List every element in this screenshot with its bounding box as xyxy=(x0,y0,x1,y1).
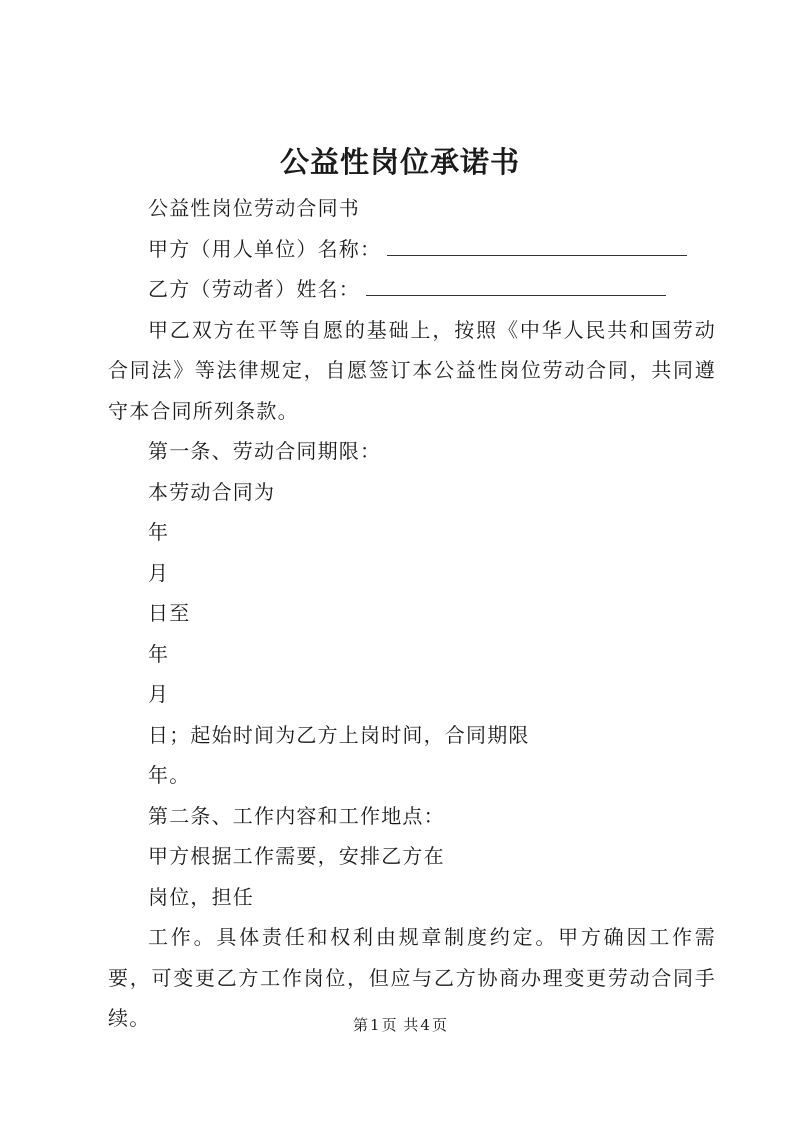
paragraph-term-month-end: 月 xyxy=(148,682,170,706)
paragraph-contract-heading: 公益性岗位劳动合同书 xyxy=(148,196,360,220)
paragraph-work-assignment: 甲方根据工作需要，安排乙方在 xyxy=(148,844,445,868)
paragraph-term-month-start: 月 xyxy=(148,560,170,585)
document-title: 公益性岗位承诺书 xyxy=(279,145,520,179)
paragraph-article-2-heading: 第二条、工作内容和工作地点： xyxy=(148,803,445,828)
page-footer xyxy=(0,1014,800,1036)
paragraph-term-day-end: 日；起始时间为乙方上岗时间，合同期限 xyxy=(148,722,530,747)
paragraph-party-a: 甲方（用人单位）名称： xyxy=(108,229,716,270)
paragraph-article-1-heading: 第一条、劳动合同期限： xyxy=(148,439,382,463)
paragraph-term-years: 年。 xyxy=(148,763,191,787)
footer-page-current: 1 xyxy=(370,1016,380,1034)
party-a-name-blank xyxy=(387,254,687,256)
footer-total-unit: 页 xyxy=(431,1016,447,1034)
paragraph-work-duties: 工作。具体责任和权利由规章制度约定。甲方确因工作需要，可变更乙方工作岗位，但应与乙方协商办理变更劳动合同手续。 xyxy=(108,925,716,1030)
paragraph-term-intro: 本劳动合同为 xyxy=(148,479,276,504)
party-b-name-blank xyxy=(366,294,666,296)
paragraph-work-position: 岗位，担任 xyxy=(148,884,254,909)
paragraph-term-year-end: 年 xyxy=(148,641,170,666)
paragraph-term-day-to: 日至 xyxy=(148,601,191,625)
paragraph-party-b: 乙方（劳动者）姓名： xyxy=(108,269,716,310)
footer-page-total: 4 xyxy=(420,1016,430,1034)
paragraph-preamble: 甲乙双方在平等自愿的基础上，按照《中华人民共和国劳动合同法》等法律规定，自愿签订本公益性岗位劳动合同，共同遵守本合同所列条款。 xyxy=(108,317,716,423)
footer-page-prefix: 第 xyxy=(353,1016,369,1034)
footer-page-unit: 页 xyxy=(381,1016,397,1034)
footer-total-prefix: 共 xyxy=(403,1016,419,1034)
paragraph-term-year-start: 年 xyxy=(148,520,170,544)
document-body xyxy=(108,188,716,1039)
